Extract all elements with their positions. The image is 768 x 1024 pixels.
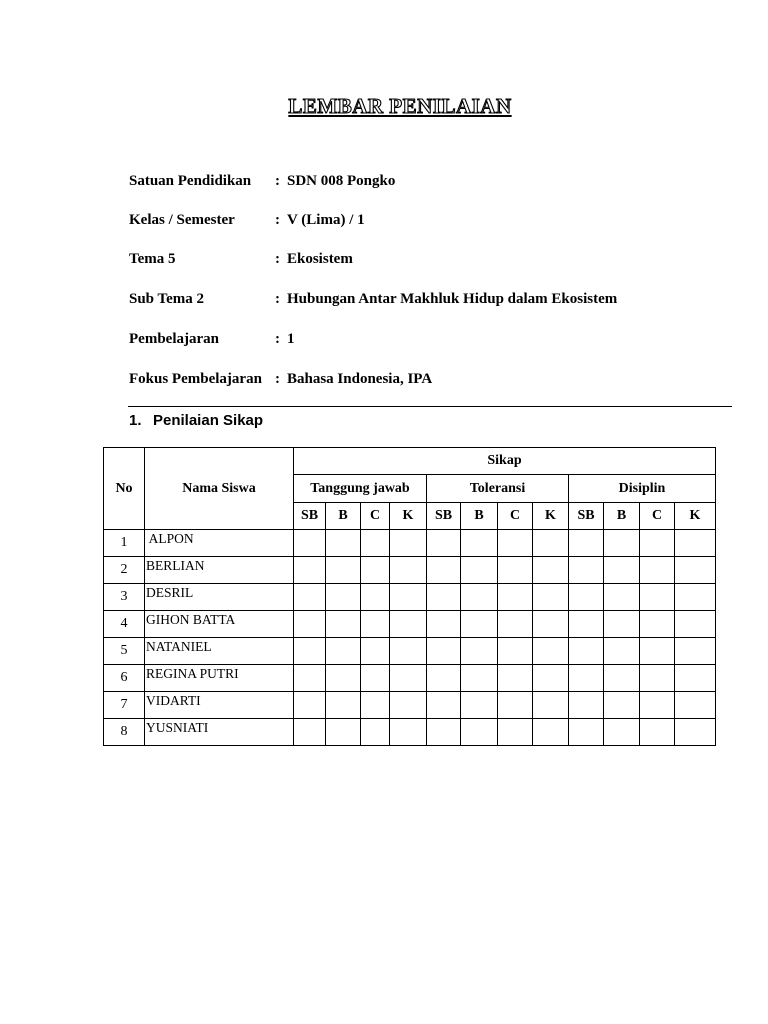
- info-value: Ekosistem: [287, 251, 353, 267]
- header-grade-sb: SB: [427, 503, 461, 530]
- grade-cell[interactable]: [675, 611, 716, 638]
- row-number: 3: [104, 584, 145, 611]
- student-name-cell: [145, 692, 294, 719]
- grade-cell[interactable]: [294, 692, 326, 719]
- grade-cell[interactable]: [498, 638, 533, 665]
- grade-cell[interactable]: [640, 719, 675, 746]
- grade-cell[interactable]: [390, 557, 427, 584]
- grade-cell[interactable]: [361, 719, 390, 746]
- table-row: [104, 584, 716, 611]
- grade-cell[interactable]: [675, 584, 716, 611]
- grade-cell[interactable]: [326, 611, 361, 638]
- row-number: 7: [104, 692, 145, 719]
- grade-cell[interactable]: [675, 665, 716, 692]
- grade-cell[interactable]: [361, 584, 390, 611]
- grade-cell[interactable]: [361, 638, 390, 665]
- grade-cell[interactable]: [533, 557, 569, 584]
- grade-cell[interactable]: [294, 638, 326, 665]
- table-row: [104, 692, 716, 719]
- grade-cell[interactable]: [326, 719, 361, 746]
- grade-cell[interactable]: [533, 530, 569, 557]
- grade-cell[interactable]: [294, 611, 326, 638]
- grade-cell[interactable]: [640, 692, 675, 719]
- table-row: [104, 665, 716, 692]
- grade-cell[interactable]: [533, 638, 569, 665]
- student-name-cell: [145, 638, 294, 665]
- header-grade-b: B: [461, 503, 498, 530]
- grade-cell[interactable]: [390, 692, 427, 719]
- info-value: Hubungan Antar Makhluk Hidup dalam Ekosistem: [287, 291, 618, 307]
- grade-cell[interactable]: [498, 584, 533, 611]
- header-aspect-tanggung-jawab: Tanggung jawab: [294, 475, 427, 503]
- grade-cell[interactable]: [569, 584, 604, 611]
- row-number: 2: [104, 557, 145, 584]
- header-sikap: Sikap: [294, 448, 716, 475]
- student-name: REGINA PUTRI: [146, 666, 239, 681]
- info-colon: :: [275, 371, 280, 387]
- grade-cell[interactable]: [461, 611, 498, 638]
- header-grade-c: C: [498, 503, 533, 530]
- student-name-cell: [145, 557, 294, 584]
- grade-cell[interactable]: [294, 665, 326, 692]
- grade-cell[interactable]: [604, 638, 640, 665]
- grade-cell[interactable]: [604, 530, 640, 557]
- grade-cell[interactable]: [604, 692, 640, 719]
- grade-cell[interactable]: [569, 638, 604, 665]
- header-aspect-disiplin: Disiplin: [569, 475, 716, 503]
- info-colon: :: [275, 212, 280, 228]
- table-row: [104, 557, 716, 584]
- info-label: Fokus Pembelajaran: [129, 371, 262, 387]
- info-label: Sub Tema 2: [129, 291, 205, 307]
- info-label: Satuan Pendidikan: [129, 173, 252, 189]
- table-row: [104, 530, 716, 557]
- grade-cell[interactable]: [326, 530, 361, 557]
- info-colon: :: [275, 173, 280, 189]
- grade-cell[interactable]: [294, 719, 326, 746]
- student-name-cell: [145, 530, 294, 557]
- info-value: V (Lima) / 1: [287, 212, 365, 228]
- grade-cell[interactable]: [604, 611, 640, 638]
- student-name: NATANIEL: [146, 639, 212, 654]
- grade-cell[interactable]: [640, 638, 675, 665]
- grade-cell[interactable]: [326, 584, 361, 611]
- grade-cell[interactable]: [361, 530, 390, 557]
- header-grade-k: K: [390, 503, 427, 530]
- grade-cell[interactable]: [427, 638, 461, 665]
- info-colon: :: [275, 251, 280, 267]
- info-value: 1: [287, 331, 295, 347]
- header-grade-c: C: [361, 503, 390, 530]
- grade-cell[interactable]: [533, 719, 569, 746]
- grade-cell[interactable]: [640, 557, 675, 584]
- grade-cell[interactable]: [675, 638, 716, 665]
- grade-cell[interactable]: [569, 557, 604, 584]
- grade-cell[interactable]: [390, 584, 427, 611]
- section-number: 1.: [129, 412, 142, 429]
- grade-cell[interactable]: [498, 692, 533, 719]
- grade-cell[interactable]: [640, 611, 675, 638]
- grade-cell[interactable]: [326, 665, 361, 692]
- grade-cell[interactable]: [361, 665, 390, 692]
- grade-cell[interactable]: [640, 665, 675, 692]
- header-grade-c: C: [640, 503, 675, 530]
- row-number: 1: [104, 530, 145, 557]
- grade-cell[interactable]: [461, 530, 498, 557]
- student-name: ALPON: [146, 531, 194, 546]
- grade-cell[interactable]: [533, 611, 569, 638]
- divider-line: [128, 406, 732, 407]
- header-grade-sb: SB: [294, 503, 326, 530]
- grade-cell[interactable]: [675, 719, 716, 746]
- grade-cell[interactable]: [569, 665, 604, 692]
- grade-cell[interactable]: [326, 557, 361, 584]
- grade-cell[interactable]: [461, 692, 498, 719]
- table-row: [104, 611, 716, 638]
- header-name: Nama Siswa: [145, 448, 294, 530]
- grade-cell[interactable]: [604, 557, 640, 584]
- info-label: Pembelajaran: [129, 331, 219, 347]
- grade-cell[interactable]: [533, 584, 569, 611]
- row-number: 5: [104, 638, 145, 665]
- student-name: VIDARTI: [146, 693, 201, 708]
- table-row: [104, 719, 716, 746]
- grade-cell[interactable]: [361, 557, 390, 584]
- student-name-cell: [145, 665, 294, 692]
- grade-cell[interactable]: [461, 557, 498, 584]
- grade-cell[interactable]: [326, 692, 361, 719]
- grade-cell[interactable]: [427, 530, 461, 557]
- grade-cell[interactable]: [498, 557, 533, 584]
- row-number: 8: [104, 719, 145, 746]
- grade-cell[interactable]: [427, 692, 461, 719]
- grade-cell[interactable]: [390, 638, 427, 665]
- table-row: [104, 638, 716, 665]
- assessment-table: [103, 447, 716, 746]
- grade-cell[interactable]: [533, 692, 569, 719]
- info-colon: :: [275, 291, 280, 307]
- grade-cell[interactable]: [294, 557, 326, 584]
- grade-cell[interactable]: [361, 611, 390, 638]
- header-grade-b: B: [604, 503, 640, 530]
- grade-cell[interactable]: [461, 638, 498, 665]
- grade-cell[interactable]: [640, 584, 675, 611]
- page-title: LEMBAR PENILAIAN: [288, 94, 512, 118]
- grade-cell[interactable]: [675, 692, 716, 719]
- grade-cell[interactable]: [498, 530, 533, 557]
- grade-cell[interactable]: [294, 530, 326, 557]
- header-grade-sb: SB: [569, 503, 604, 530]
- student-name: GIHON BATTA: [146, 612, 236, 627]
- grade-cell[interactable]: [675, 530, 716, 557]
- info-label: Kelas / Semester: [129, 212, 235, 228]
- info-value: SDN 008 Pongko: [287, 173, 396, 189]
- info-colon: :: [275, 331, 280, 347]
- grade-cell[interactable]: [427, 557, 461, 584]
- student-name-cell: [145, 719, 294, 746]
- grade-cell[interactable]: [569, 530, 604, 557]
- section-title: Penilaian Sikap: [153, 412, 264, 429]
- grade-cell[interactable]: [569, 611, 604, 638]
- student-name: YUSNIATI: [146, 720, 209, 735]
- header-no: No: [104, 448, 145, 530]
- grade-cell[interactable]: [498, 665, 533, 692]
- grade-cell[interactable]: [640, 530, 675, 557]
- student-name-cell: [145, 611, 294, 638]
- grade-cell[interactable]: [427, 584, 461, 611]
- grade-cell[interactable]: [569, 719, 604, 746]
- header-grade-b: B: [326, 503, 361, 530]
- grade-cell[interactable]: [604, 719, 640, 746]
- info-value: Bahasa Indonesia, IPA: [287, 371, 433, 387]
- student-name: DESRIL: [146, 585, 194, 600]
- header-grade-k: K: [675, 503, 716, 530]
- grade-cell[interactable]: [498, 719, 533, 746]
- grade-cell[interactable]: [604, 584, 640, 611]
- grade-cell[interactable]: [390, 719, 427, 746]
- student-name-cell: [145, 584, 294, 611]
- grade-cell[interactable]: [427, 719, 461, 746]
- grade-cell[interactable]: [294, 584, 326, 611]
- grade-cell[interactable]: [604, 665, 640, 692]
- header-aspect-toleransi: Toleransi: [427, 475, 569, 503]
- grade-cell[interactable]: [498, 611, 533, 638]
- section-heading: [129, 412, 263, 429]
- grade-cell[interactable]: [427, 611, 461, 638]
- grade-cell[interactable]: [390, 611, 427, 638]
- grade-cell[interactable]: [533, 665, 569, 692]
- grade-cell[interactable]: [326, 638, 361, 665]
- grade-cell[interactable]: [427, 665, 461, 692]
- grade-cell[interactable]: [390, 665, 427, 692]
- grade-cell[interactable]: [361, 692, 390, 719]
- student-name: BERLIAN: [146, 558, 205, 573]
- info-label: Tema 5: [129, 251, 176, 267]
- grade-cell[interactable]: [461, 665, 498, 692]
- grade-cell[interactable]: [390, 530, 427, 557]
- row-number: 4: [104, 611, 145, 638]
- grade-cell[interactable]: [569, 692, 604, 719]
- grade-cell[interactable]: [675, 557, 716, 584]
- row-number: 6: [104, 665, 145, 692]
- grade-cell[interactable]: [461, 584, 498, 611]
- grade-cell[interactable]: [461, 719, 498, 746]
- header-grade-k: K: [533, 503, 569, 530]
